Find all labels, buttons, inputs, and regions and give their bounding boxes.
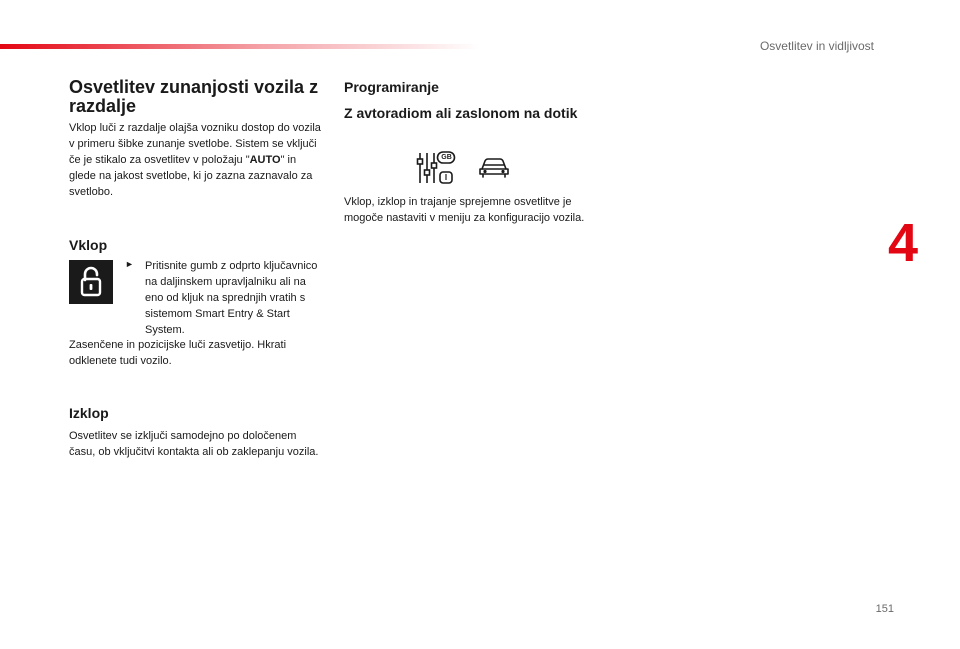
izklop-heading: Izklop xyxy=(69,405,109,421)
bullet-marker: ► xyxy=(125,259,134,269)
programiranje-text: Vklop, izklop in trajanje sprejemne osvetlitve je mogoče nastaviti v meniju za konfiguracijo vozila. xyxy=(344,196,585,224)
header-accent-bar xyxy=(0,44,480,49)
config-icons xyxy=(416,151,526,191)
intro-paragraph xyxy=(69,120,321,200)
programiranje-subheading: Z avtoradiom ali zaslonom na dotik xyxy=(344,105,578,121)
intro-text-part-2: " in glede na jakost svetlobe, ki jo zazna zaznavalo za svetlobo. xyxy=(69,154,313,198)
page-number: 151 xyxy=(875,603,894,615)
unlock-icon xyxy=(69,260,113,304)
chapter-number: 4 xyxy=(888,213,919,273)
vklop-heading: Vklop xyxy=(69,237,108,253)
car-icon xyxy=(478,155,510,179)
vklop-after-text: Zasenčene in pozicijske luči zasvetijo. Hkrati odklenete tudi vozilo. xyxy=(69,339,287,367)
intro-text-part-1: Vklop luči z razdalje olajša vozniku dostop do vozila v primeru šibke zunanje svetlobe. Sistem se vključi če je stikalo za osvetlitev v položaju " xyxy=(69,122,321,166)
auto-keyword: AUTO xyxy=(249,154,281,166)
gb-badge: GB xyxy=(441,154,452,161)
main-title: Osvetlitev zunanjosti vozila z razdalje xyxy=(69,77,319,116)
vklop-bullet-text: Pritisnite gumb z odprto ključavnico na daljinskem upravljalniku ali na eno od kljuk na sprednjih vratih s sistemom Smart Entry & Start System. xyxy=(145,260,318,336)
i-badge: I xyxy=(444,173,448,182)
izklop-text: Osvetlitev se izključi samodejno po določenem času, ob vključitvi kontakta ali ob zaklepanju vozila. xyxy=(69,430,319,458)
section-title: Osvetlitev in vidljivost xyxy=(759,39,874,53)
programiranje-heading: Programiranje xyxy=(344,79,439,95)
